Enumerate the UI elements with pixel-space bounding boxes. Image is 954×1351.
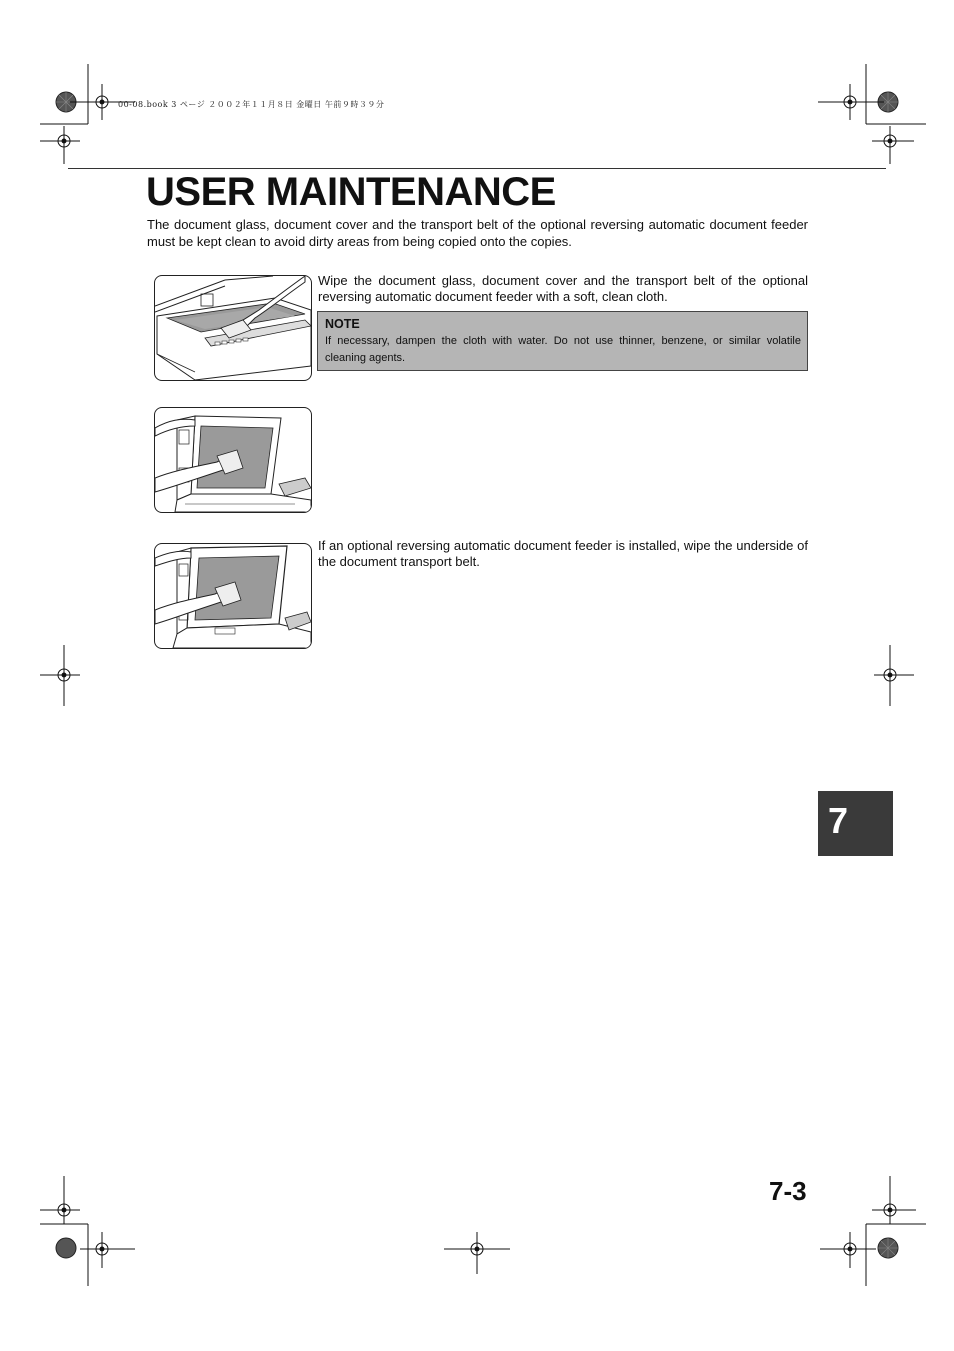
registration-mark-bottom-left bbox=[40, 1176, 160, 1286]
note-body: If necessary, dampen the cloth with water. Do not use thinner, benzene, or similar volatile cleaning agents. bbox=[325, 335, 801, 364]
illustration-wipe-document-glass bbox=[154, 275, 312, 381]
step-3-text: If an optional reversing automatic document feeder is installed, wipe the underside of the document transport belt. bbox=[318, 538, 808, 569]
chapter-tab: 7 bbox=[818, 791, 893, 856]
note-title: NOTE bbox=[325, 317, 360, 331]
intro-paragraph: The document glass, document cover and the transport belt of the optional reversing automatic document feeder must be kept clean to avoid dirty areas from being copied onto the copies. bbox=[147, 217, 808, 249]
illustration-wipe-transport-belt bbox=[154, 543, 312, 649]
registration-mark-mid-left bbox=[40, 640, 90, 710]
note-box bbox=[317, 311, 808, 371]
illustration-wipe-document-cover bbox=[154, 407, 312, 513]
print-info-header: 00-08.book 3 ページ ２００２年１１月８日 金曜日 午前９時３９分 bbox=[118, 100, 385, 109]
registration-mark-top-right bbox=[806, 64, 926, 174]
header-rule bbox=[68, 168, 886, 169]
step-1-text: Wipe the document glass, document cover and the transport belt of the optional reversing automatic document feeder with a soft, clean cloth. bbox=[318, 273, 808, 304]
registration-mark-bottom-center bbox=[444, 1230, 510, 1276]
registration-mark-top-left bbox=[40, 64, 160, 174]
registration-mark-bottom-right bbox=[806, 1176, 926, 1286]
page-number: 7-3 bbox=[769, 1176, 807, 1206]
registration-mark-mid-right bbox=[866, 640, 916, 710]
page-title: USER MAINTENANCE bbox=[146, 170, 556, 214]
